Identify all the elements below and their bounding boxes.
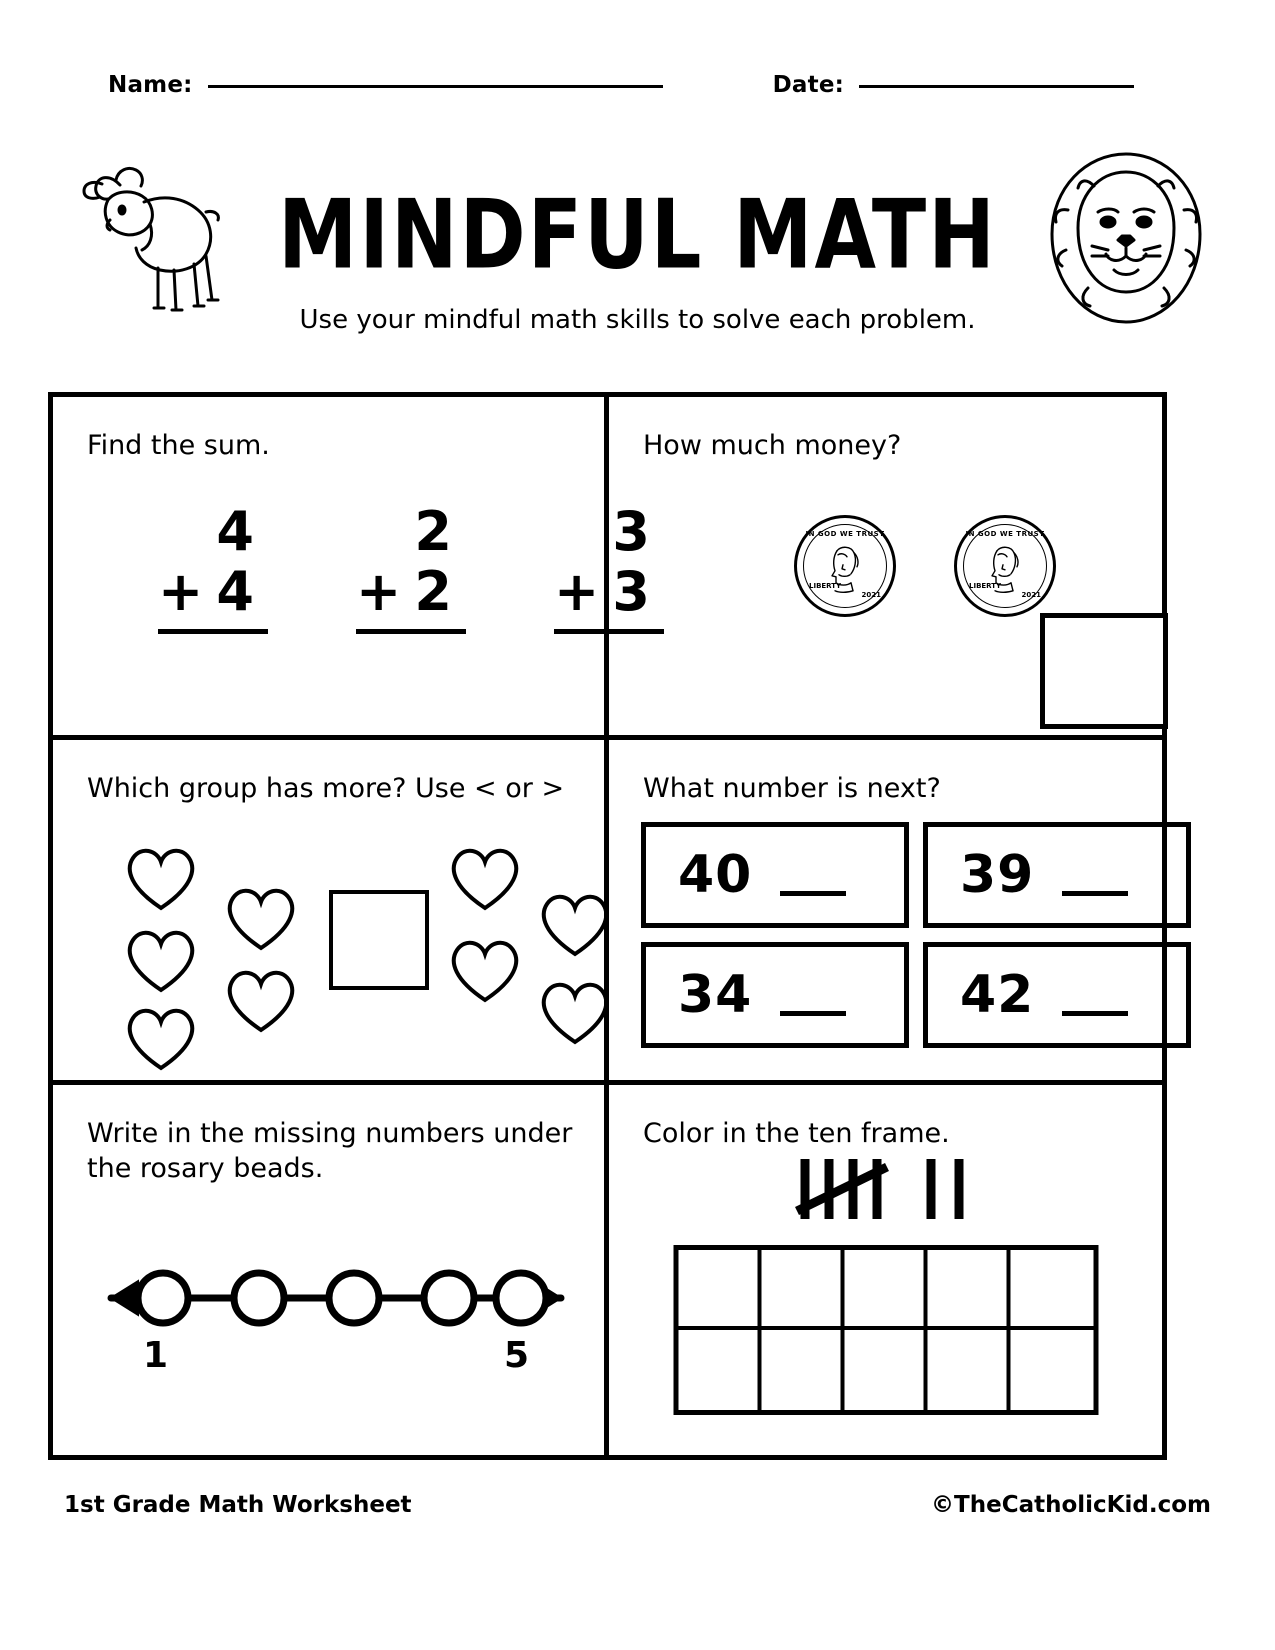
next-number-grid [641, 822, 1191, 1048]
title-band [48, 140, 1227, 358]
bead-start-label: 1 [143, 1335, 169, 1376]
page-subtitle: Use your mindful math skills to solve each problem. [299, 305, 976, 335]
footer-left-text: 1st Grade Math Worksheet [64, 1492, 412, 1518]
next-number-blank[interactable] [780, 891, 846, 896]
coin-liberty: LIBERTY [969, 582, 1002, 590]
panel-find-the-sum [53, 397, 650, 740]
bead-end-label: 5 [503, 1335, 529, 1376]
panel-prompt-sum: Find the sum. [87, 430, 270, 461]
sum-addend-bottom: 3 [612, 560, 650, 624]
next-number-item[interactable] [641, 822, 909, 928]
ten-frame-cell[interactable] [1010, 1330, 1093, 1410]
coin-liberty: LIBERTY [809, 582, 842, 590]
heart-icon [219, 960, 303, 1036]
next-number-value: 39 [960, 845, 1035, 905]
ten-frame-cell[interactable] [678, 1250, 761, 1330]
money-answer-box[interactable] [1040, 613, 1168, 729]
coin-year: 2021 [861, 591, 881, 599]
next-number-value: 40 [678, 845, 753, 905]
page-title: MINDFUL MATH [278, 180, 997, 291]
ten-frame-cell[interactable] [761, 1330, 844, 1410]
hearts-area [77, 828, 590, 1043]
ten-frame-cell[interactable] [1010, 1250, 1093, 1330]
panel-which-group-has-more [53, 740, 609, 1085]
next-number-blank[interactable] [1062, 891, 1128, 896]
sum-problem [356, 502, 466, 634]
penny-coin [794, 515, 896, 617]
name-input-line[interactable] [208, 85, 663, 88]
sum-operator: + [158, 560, 204, 624]
panel-what-number-is-next [609, 740, 1162, 1085]
sum-addend-bottom: 4 [216, 560, 254, 624]
tally-marks-icon [791, 1153, 981, 1225]
heart-icon [443, 838, 527, 914]
next-number-blank[interactable] [780, 1011, 846, 1016]
date-field-group [773, 72, 1135, 98]
sum-answer-line[interactable] [356, 629, 466, 634]
footer [64, 1492, 1211, 1518]
coin-motto: IN GOD WE TRUST [805, 530, 885, 538]
sum-addend-top: 2 [414, 500, 452, 563]
next-number-value: 42 [960, 965, 1035, 1025]
name-field-group [108, 72, 663, 98]
panel-prompt-compare: Which group has more? Use < or > [87, 773, 565, 804]
sum-answer-line[interactable] [158, 629, 268, 634]
sum-operator: + [554, 560, 600, 624]
sum-addend-top: 4 [216, 500, 254, 563]
date-label: Date: [772, 72, 845, 98]
bead-labels [91, 1335, 581, 1376]
heart-icon [119, 838, 203, 914]
rosary-bead-number-line [91, 1263, 581, 1333]
comparison-answer-box[interactable] [329, 890, 429, 990]
sum-addend-row [158, 562, 268, 622]
ten-frame-cell[interactable] [844, 1250, 927, 1330]
coin-motto: IN GOD WE TRUST [965, 530, 1045, 538]
next-number-blank[interactable] [1062, 1011, 1128, 1016]
penny-coin [954, 515, 1056, 617]
coin-group [794, 515, 1056, 617]
ten-frame-cell[interactable] [844, 1330, 927, 1410]
next-number-item[interactable] [641, 942, 909, 1048]
next-number-item[interactable] [923, 942, 1191, 1048]
panel-ten-frame [609, 1085, 1162, 1455]
next-number-item[interactable] [923, 822, 1191, 928]
next-number-value: 34 [678, 965, 753, 1025]
ten-frame-grid[interactable] [673, 1245, 1098, 1415]
sum-addend-row [356, 562, 466, 622]
ten-frame-cell[interactable] [927, 1250, 1010, 1330]
panel-rosary-beads [53, 1085, 609, 1455]
worksheet-grid [48, 392, 1167, 1460]
heart-icon [119, 920, 203, 996]
panel-prompt-ten-frame: Color in the ten frame. [643, 1118, 950, 1149]
heart-icon [119, 998, 203, 1074]
sum-problems [158, 502, 664, 634]
sum-problem [158, 502, 268, 634]
panel-how-much-money [609, 397, 1162, 740]
sum-operator: + [356, 560, 402, 624]
name-date-row [108, 72, 1167, 98]
heart-icon [533, 884, 617, 960]
panel-prompt-next-number: What number is next? [643, 773, 941, 804]
heart-icon [443, 930, 527, 1006]
lion-icon [1034, 142, 1219, 342]
ten-frame-cell[interactable] [678, 1330, 761, 1410]
ten-frame-cell[interactable] [927, 1330, 1010, 1410]
sum-addend-top: 3 [612, 500, 650, 563]
panel-prompt-beads: Write in the missing numbers under the rosary beads. [87, 1118, 573, 1184]
panel-prompt-money: How much money? [643, 430, 902, 461]
name-label: Name: [108, 72, 193, 98]
heart-icon [533, 972, 617, 1048]
date-input-line[interactable] [859, 85, 1134, 88]
footer-right-text: ©TheCatholicKid.com [931, 1492, 1211, 1518]
ten-frame-cell[interactable] [761, 1250, 844, 1330]
coin-year: 2021 [1021, 591, 1041, 599]
sum-addend-bottom: 2 [414, 560, 452, 624]
heart-icon [219, 878, 303, 954]
